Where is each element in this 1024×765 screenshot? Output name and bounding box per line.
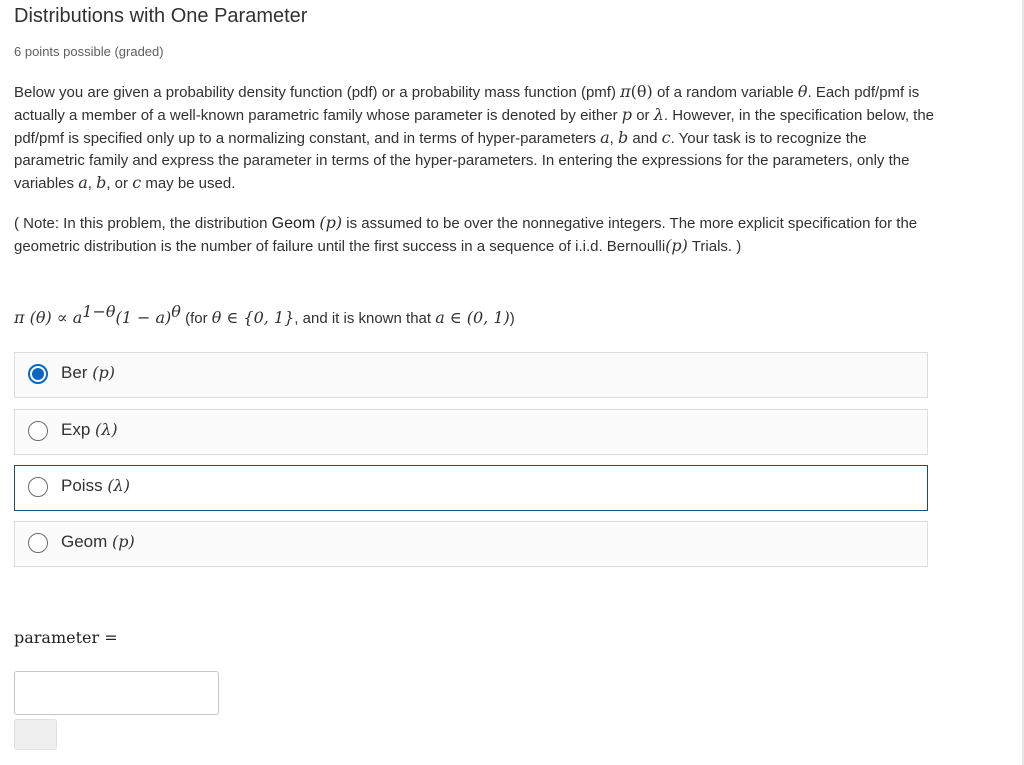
- intro-text-3: . Each pdf/pmf is actually a member of a well-known parametric family whose parameter is denoted by either: [14, 84, 920, 124]
- c-var: c: [661, 128, 671, 147]
- lambda-var: λ: [653, 105, 664, 124]
- problem-note: [14, 212, 934, 258]
- option-ber[interactable]: [14, 352, 928, 398]
- intro-text-2: of a random variable: [652, 84, 798, 101]
- radio-ber[interactable]: [28, 364, 48, 384]
- intro-text-1: Below you are given a probability density function (pdf) or a probability mass function (pmf): [14, 84, 621, 101]
- intro-text-8: , or: [106, 175, 133, 192]
- a-var-2: a: [78, 173, 88, 192]
- option-exp-label: [61, 420, 118, 440]
- option-geom-name: Geom: [61, 532, 108, 551]
- comma: ,: [609, 130, 619, 147]
- option-geom-param: (p): [112, 532, 135, 551]
- problem-title: Distributions with One Parameter: [14, 5, 308, 27]
- theta-var: θ: [797, 82, 808, 101]
- comma-2: ,: [87, 175, 97, 192]
- intro-text-4: or: [632, 107, 654, 124]
- option-poiss-param: (λ): [107, 476, 130, 495]
- formula-mid: (1 − a): [115, 308, 172, 327]
- option-ber-label: [61, 363, 115, 383]
- radio-poiss[interactable]: [28, 477, 48, 497]
- note-text-2: is assumed to be over the nonnegative integers. The more explicit specification for the geometric distribution is the number of failure until the first success in a sequence of i.i.d. Bernoulli: [14, 215, 918, 255]
- formula-preview: [14, 719, 57, 750]
- b-var-2: b: [96, 173, 107, 192]
- parameter-label: parameter =: [14, 628, 118, 647]
- intro-text-6: and: [628, 130, 662, 147]
- option-exp-name: Exp: [61, 420, 91, 439]
- option-geom-label: [61, 532, 135, 552]
- formula-text-2: , and it is known that: [294, 310, 436, 327]
- b-var: b: [618, 128, 629, 147]
- radio-geom[interactable]: [28, 533, 48, 553]
- option-poiss-label: [61, 476, 130, 496]
- formula-exponent-1: 1−θ: [82, 302, 116, 321]
- option-poiss[interactable]: [14, 465, 928, 511]
- geom-word: Geom: [271, 215, 316, 232]
- formula-text-3: ): [509, 310, 515, 327]
- intro-text-7: . Your task is to recognize the parametric family and express the parameter in terms of the hyper-parameters. In entering the expressions for the parameters, only the variables: [14, 130, 910, 192]
- pi-symbol: π: [620, 82, 631, 101]
- intro-text-9: may be used.: [141, 175, 236, 192]
- formula-exponent-2: θ: [171, 302, 181, 321]
- note-text-1: ( Note: In this problem, the distribution: [14, 215, 272, 232]
- parameter-input[interactable]: [14, 671, 219, 715]
- option-exp[interactable]: [14, 409, 928, 455]
- density-formula: [14, 302, 515, 331]
- formula-condition-1: θ ∈ {0, 1}: [211, 308, 295, 327]
- option-ber-param: (p): [92, 363, 115, 382]
- option-ber-name: Ber: [61, 363, 88, 382]
- formula-lhs: π (θ) ∝ a: [14, 308, 83, 327]
- formula-condition-2: a ∈ (0, 1): [435, 308, 510, 327]
- intro-text-5: . However, in the specification below, the pdf/pmf is specified only up to a normalizing constant, and in terms of hyper-parameters: [14, 107, 935, 147]
- problem-intro: [14, 81, 934, 195]
- option-exp-param: (λ): [95, 420, 118, 439]
- radio-exp[interactable]: [28, 421, 48, 441]
- p-var: p: [621, 105, 633, 124]
- geom-param: (p): [319, 213, 343, 232]
- c-var-2: c: [132, 173, 142, 192]
- bernoulli-param: (p): [665, 236, 688, 255]
- points-possible: 6 points possible (graded): [14, 44, 164, 59]
- formula-text-1: (for: [180, 310, 212, 327]
- a-var: a: [600, 128, 610, 147]
- option-geom[interactable]: [14, 521, 928, 567]
- option-poiss-name: Poiss: [61, 476, 103, 495]
- theta-arg: (θ): [630, 82, 653, 101]
- note-text-3: Trials. ): [687, 238, 742, 255]
